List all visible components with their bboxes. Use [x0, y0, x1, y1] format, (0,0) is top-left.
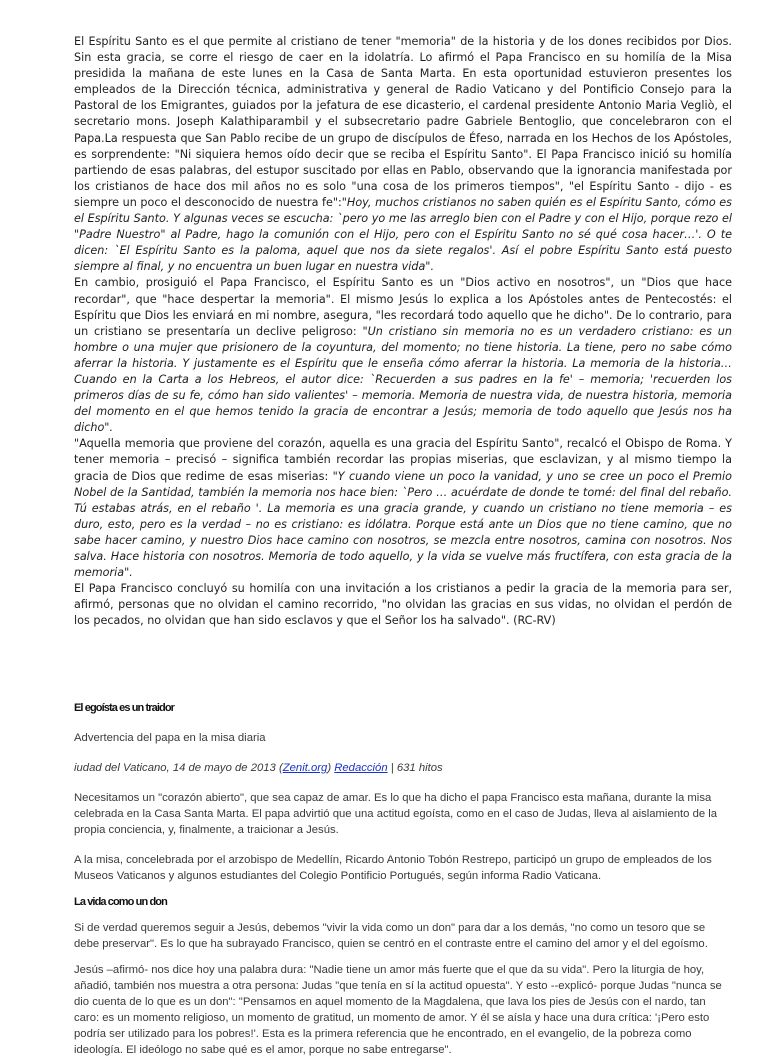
article-subtitle: Advertencia del papa en la misa diaria: [74, 732, 266, 744]
article-secondary: [74, 700, 732, 1058]
article-paragraph: A la misa, concelebrada por el arzobispo de Medellín, Ricardo Antonio Tobón Restrepo, participó un grupo de empleados de los Museos Vaticanos y algunos estudiantes del Colegio Pontificio Portugués, según informa Radio Vaticana.: [74, 854, 712, 882]
quote-text: "Hoy, muchos cristianos no saben quién es el Espíritu Santo, cómo es el Espíritu Santo. Y algunas veces se escucha: `pero yo me las arreglo bien con el Padre y con el Hijo, porque rezo el "Padre Nuestro" al Padre, hago la comunión con el Hijo, pero con el Espíritu Santo no sé qué cosa hacer…'. O te dicen: `El Espíritu Santo es la paloma, aquel que nos da siete regalos'. Así el pobre Espíritu Santo está puesto siempre al final, y no encuentra un buen lugar en nuestra vida".: [74, 195, 733, 274]
meta-location-date: iudad del Vaticano, 14 de mayo de 2013 (: [74, 762, 283, 774]
source-link[interactable]: Zenit.org: [282, 762, 328, 774]
article-paragraph: [74, 275, 732, 436]
article-paragraph: [74, 436, 732, 581]
paragraph-text: En cambio, prosiguió el Papa Francisco, el Espíritu Santo es un "Dios activo en nosotros", un "Dios que hace recordar", que "hace despertar la memoria". El mismo Jesús lo explica a los Apóstoles antes de Pentecostés: el Espíritu que Dios les enviará en mi nombre, asegura, "les recordará todo aquello que he dicho". De lo contrario, para un cristiano se presentaría un declive peligroso:: [74, 276, 732, 338]
meta-separator: ): [327, 762, 335, 774]
quote-text: "Un cristiano sin memoria no es un verdadero cristiano: es un hombre o una mujer que prisionero de la coyuntura, del momento; no tiene historia. La tiene, pero no sabe cómo aferrar la historia. Y justamente es el Espíritu que le enseña cómo aferrar la historia. La memoria de la historia… Cuando en la Carta a los Hebreos, el autor dice: `Recuerden a sus padres en la fe' – memoria; 'recuerden los primeros días de su fe, cómo han sido valientes' – memoria. Memoria de nuestra vida, de nuestra historia, memoria del momento en el que hemos tenido la gracia de encontrar a Jesús; memoria de todo aquello que Jesús nos ha dicho".: [74, 324, 732, 435]
article-paragraph: El Papa Francisco concluyó su homilía con una invitación a los cristianos a pedir la gracia de la memoria para ser, afirmó, personas que no olvidan el camino recorrido, "no olvidan las gracias en sus vidas, no olvidan el perdón de los pecados, no olvidan que han sido esclavos y que el Señor los ha salvado". (RC-RV): [74, 582, 732, 628]
article-title: El egoísta es un traidor: [74, 702, 175, 714]
article-paragraph: Necesitamos un "corazón abierto", que sea capaz de amar. Es lo que ha dicho el papa Francisco esta mañana, durante la misa celebrada en la Casa Santa Marta. El papa advirtió que una actitud egoísta, como en el caso de Judas, lleva al aislamiento de la propia conciencia, y, finalmente, a traicionar a Jesús.: [74, 792, 718, 836]
meta-hits: | 631 hitos: [387, 762, 443, 774]
author-link[interactable]: Redacción: [334, 762, 388, 774]
article-main: [74, 34, 732, 629]
quote-text: "Y cuando viene un poco la vanidad, y uno se cree un poco el Premio Nobel de la Santidad, también la memoria nos hace bien: `Pero … acuérdate de donde te tomé: del final del rebaño. Tú estabas atrás, en el rebaño '. La memoria es una gracia grande, y cuando un cristiano no tiene memoria – es duro, esto, pero es la verdad – no es cristiano: es idólatra. Porque está ante un Dios que no tiene camino, que no sabe hacer camino, y nuestro Dios hace camino con nosotros, se mezcla entre nosotros, camina con nosotros. Nos salva. Hace historia con nosotros. Memoria de todo aquello, y la vida se vuelve más fructífera, con esta gracia de la memoria".: [74, 469, 732, 580]
article-paragraph: [74, 34, 732, 275]
section-heading: La vida como un don: [74, 896, 167, 908]
article-paragraph: Jesús –afirmó- nos dice hoy una palabra dura: "Nadie tiene un amor más fuerte que el que da su vida". Pero la liturgia de hoy, añadió, también nos muestra a otra persona: Judas "que tenía en sí la actitud opuesta". Y esto --explicó- porque Judas "nunca se dio cuenta de lo que es un don": "Pensamos en aquel momento de la Magdalena, que lava los pies de Jesús con el nardo, tan caro: es un momento religioso, un momento de gratitud, un momento de amor. Y él se aísla y hace una dura crítica: '¡Pero esto podría ser utilizado para los pobres!'. Esta es la primera referencia que he encontrado, en el evangelio, de la pobreza como ideología. El ideólogo no sabe qué es el amor, porque no sabe entregarse".: [74, 964, 722, 1056]
article-meta: [74, 760, 732, 776]
article-paragraph: Si de verdad queremos seguir a Jesús, debemos "vivir la vida como un don" para dar a los demás, "no como un tesoro que se debe preservar". Es lo que ha subrayado Francisco, quien se centró en el contraste entre el camino del amor y el del egoísmo.: [74, 922, 708, 950]
paragraph-text: El Espíritu Santo es el que permite al cristiano de tener "memoria" de la historia y de los dones recibidos por Dios. Sin esta gracia, se corre el riesgo de caer en la idolatría. Lo afirmó el Papa Francisco en su homilía de la Misa presidida la mañana de este lunes en la Casa de Santa Marta. En esta oportunidad estuvieron presentes los empleados de la Dirección técnica, administrativa y general de Radio Vaticano y del Pontificio Consejo para la Pastoral de los Emigrantes, guiados por la jefatura de ese dicasterio, el cardenal presidente Antonio Maria Vegliò, el secretario mons. Joseph Kalathiparambil y el subsecretario padre Gabriele Bentoglio, que concelebraron con el Papa.La respuesta que San Pablo recibe de un grupo de discípulos de Éfeso, narrada en los Hechos de los Apóstoles, es sorprendente: "Ni siquiera hemos oído decir que se reciba el Espíritu Santo". El Papa Francisco inició su homilía partiendo de esas palabras, del estupor suscitado por ellas en Pablo, observando que la ignorancia manifestada por los cristianos de hace dos mil años no es solo "una cosa de los primeros tiempos", "el Espíritu Santo - dijo - es siempre un poco el desconocido de nuestra fe":: [74, 35, 732, 209]
paragraph-text: "Aquella memoria que proviene del corazón, aquella es una gracia del Espíritu Santo", recalcó el Obispo de Roma. Y tener memoria – precisó – significa también recordar las propias miserias, que esclavizan, y al mismo tiempo la gracia de Dios que redime de esas miserias:: [74, 437, 732, 483]
